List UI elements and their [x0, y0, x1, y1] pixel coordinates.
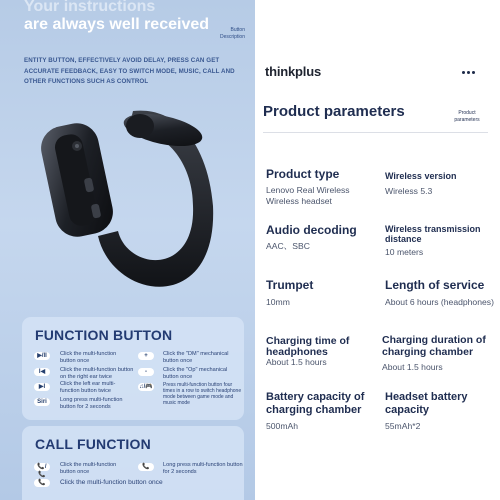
- function-item-volume-up: Click the "DM" mechanical button once: [163, 351, 229, 364]
- button-description-label: [199, 27, 245, 41]
- more-options-icon[interactable]: [462, 71, 475, 74]
- param-value-audio-decoding: AAC、SBC: [266, 241, 310, 251]
- mode-switch-icon: ♫/🎮: [139, 384, 153, 390]
- function-item-play-pause: Click the multi-function button once: [60, 351, 117, 364]
- siri-icon: Siri: [34, 398, 50, 406]
- param-value-product-type: Lenovo Real Wireless Wireless headset: [266, 185, 350, 206]
- param-value-trumpet: 10mm: [266, 297, 290, 307]
- function-item-volume-down: Click the "Op" mechanical button once: [163, 367, 228, 380]
- previous-track-icon: I◀: [34, 368, 50, 376]
- function-item-siri: Long press multi-function button for 2 seconds: [60, 397, 123, 410]
- subtitle-line-1: Product: [458, 110, 476, 116]
- param-key-trumpet: Trumpet: [266, 278, 314, 292]
- header-line-1: Your instructions: [24, 0, 156, 15]
- param-value-wireless-version: Wireless 5.3: [385, 186, 433, 196]
- product-parameters-subtitle: [453, 110, 481, 123]
- function-item-mode-switch: Press multi-function button four times in a row to switch headphone mode between game mode and music mode: [163, 382, 242, 406]
- function-button-title: FUNCTION BUTTON: [35, 327, 173, 343]
- param-key-wireless-version: Wireless version: [385, 171, 457, 181]
- header-line-2: are always well received: [24, 16, 210, 33]
- param-key-wireless-distance: Wireless transmission distance: [385, 224, 481, 244]
- product-parameters-panel: [255, 0, 500, 500]
- param-key-chamber-charge-duration: Charging duration of charging chamber: [382, 334, 486, 358]
- call-item-redial: Click the multi-function button once: [60, 479, 163, 486]
- param-key-chamber-battery: Battery capacity of charging chamber: [266, 391, 365, 416]
- param-key-headset-battery: Headset battery capacity: [385, 391, 468, 416]
- answer-hangup-icon: 📞/📞: [34, 463, 50, 471]
- call-function-title: CALL FUNCTION: [35, 436, 151, 452]
- param-value-headphone-charge-time: About 1.5 hours: [266, 357, 327, 367]
- call-item-reject: Long press multi-function button for 2 seconds: [163, 462, 243, 475]
- param-value-chamber-charge-duration: About 1.5 hours: [382, 362, 443, 372]
- intro-text: ENTITY BUTTON, EFFECTIVELY AVOID DELAY, PRESS CAN GET ACCURATE FEEDBACK, EASY TO SWITCH MODE, MUSIC, CALL AND OTHER FUNCTIONS SUCH AS CONTROL: [24, 57, 235, 85]
- next-track-icon: ▶I: [34, 383, 50, 391]
- volume-down-icon: -: [138, 368, 154, 376]
- function-button-card: [22, 317, 244, 420]
- param-value-headset-battery: 55mAh*2: [385, 421, 421, 431]
- earphone-illustration: [28, 86, 228, 306]
- reject-call-icon: 📞: [138, 463, 154, 471]
- param-value-chamber-battery: 500mAh: [266, 421, 299, 431]
- param-value-wireless-distance: 10 meters: [385, 247, 424, 257]
- call-item-answer: Click the multi-function button once: [60, 462, 117, 475]
- instructions-header: [24, 0, 209, 34]
- button-description-line-1: Button: [230, 27, 245, 33]
- function-item-next: Click the left ear multi-function button twice: [60, 381, 116, 394]
- redial-icon: 📞: [34, 479, 50, 487]
- divider: [263, 132, 488, 133]
- param-key-headphone-charge-time: Charging time of headphones: [266, 335, 350, 358]
- volume-up-icon: +: [138, 352, 154, 360]
- param-key-product-type: Product type: [266, 167, 340, 181]
- param-key-audio-decoding: Audio decoding: [266, 223, 357, 237]
- play-pause-icon: ▶/II: [34, 352, 50, 360]
- subtitle-line-2: parameters: [454, 116, 480, 123]
- param-value-service-length: About 6 hours (headphones): [385, 297, 494, 307]
- function-item-previous: Click the multi-function button on the right ear twice: [60, 367, 134, 380]
- button-description-line-2: Description: [219, 34, 245, 40]
- call-function-card: [22, 426, 244, 500]
- product-parameters-title: Product parameters: [263, 103, 405, 120]
- thinkplus-logo: thinkplus: [265, 64, 321, 79]
- param-key-service-length: Length of service: [385, 278, 485, 292]
